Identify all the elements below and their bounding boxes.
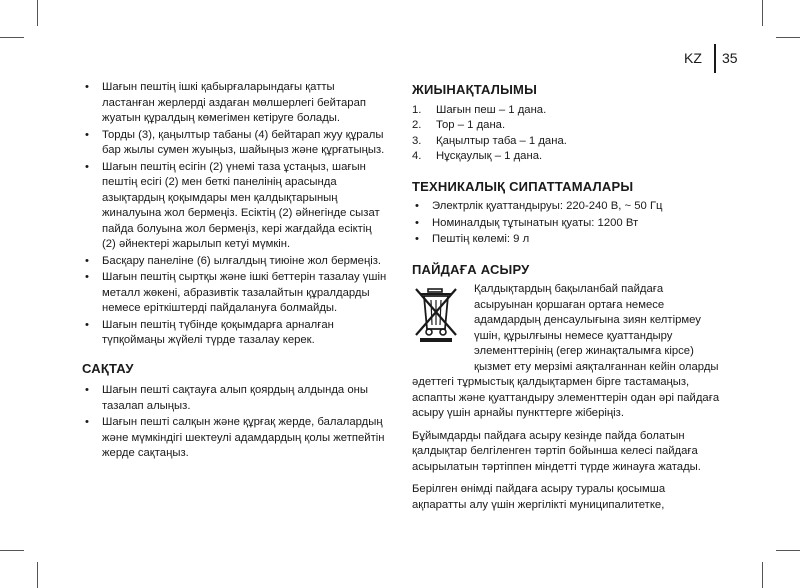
section-heading-kit: ЖИЫНАҚТАЛЫМЫ (412, 82, 538, 97)
list-item (412, 149, 722, 165)
item-text: Тор – 1 дана. (436, 119, 506, 131)
care-list (82, 80, 388, 349)
list-item: • Шағын пешті сақтауға алып қоярдың алдында оны тазалап алыңыз. (82, 383, 388, 414)
list-item: • Пештің көлемі: 9 л (412, 232, 722, 248)
list-item: • Торды (3), қаңылтыр табаны (4) бейтарап жуу құралы бар жылы сумен жуыңыз, шайыңыз және құрғатыңыз. (82, 128, 388, 159)
section-heading-specs: ТЕХНИКАЛЫҚ СИПАТТАМАЛАРЫ (412, 178, 634, 194)
list-item: • Басқару панеліне (6) ылғалдың тиюіне жол бермеңіз. (82, 254, 388, 270)
item-text: Қаңылтыр таба – 1 дана. (436, 134, 567, 147)
left-column (82, 80, 388, 463)
crop-mark (762, 562, 763, 588)
list-item: • Шағын пештің түбінде қоқымдарға арналған түпқоймаңы жүйелі түрде тазалау керек. (82, 318, 388, 349)
disposal-text-indented: Қалдықтардың бақыланбай пайдаға асыруынан қоршаған ортаға немесе адамдардың денсаулығына зиян келтірмеу үшін, құрылғыны немесе қуаттандыру элементтерінің (егер жинақталымға кірсе) қызмет ету мерзімі аяқталғаннан кейін оларды (474, 283, 719, 373)
disposal-paragraph: Бұйымдарды пайдаға асыру кезінде пайда болатын қалдықтар белгіленген тәртіп бойынша келесі пайдаға асырылатын тәртіппен міндетті түрде жинауға жатады. (412, 429, 701, 473)
crop-mark (37, 0, 38, 26)
list-item: • Шағын пештің сыртқы және ішкі беттерін тазалау үшін металл жөкені, абразивтік тазалайтын құралдарды немесе еріткіштерді пайдалануға болмайды. (82, 270, 388, 317)
list-item (412, 103, 722, 119)
crop-mark (0, 37, 24, 38)
crop-mark (0, 550, 24, 551)
disposal-block (412, 282, 722, 422)
crop-mark (776, 550, 800, 551)
crop-mark (37, 562, 38, 588)
list-item: • Шағын пешті салқын және құрғақ жерде, балалардың және мүмкіндігі шектеулі адамдардың қолы жетпейтін жерде сақтаңыз. (82, 415, 388, 462)
list-item: • Электрлік қуаттандыруы: 220-240 В, ~ 50 Гц (412, 199, 722, 215)
disposal-text: әдеттегі тұрмыстық қалдықтармен бірге тастамаңыз, аспапты және қуаттандыру элементтерін одан әрі пайдаға асыру үшін арнайы пункттерге жіберіңіз. (412, 376, 720, 419)
page-number: 35 (722, 50, 738, 66)
crossed-out-bin-icon (412, 285, 460, 343)
language-code: KZ (684, 50, 702, 66)
list-item (412, 134, 722, 150)
storage-list (82, 383, 388, 462)
item-number: 2. (412, 119, 422, 131)
item-number: 4. (412, 150, 422, 162)
crop-mark (762, 0, 763, 26)
item-text: Шағын пеш – 1 дана. (436, 103, 547, 116)
list-item: • Шағын пештің ішкі қабырғаларындағы қатты ластанған жерлерді аздаған мөлшерлегі бейтарап жуатын құралдың көмегімен кетіруге болады. (82, 80, 388, 127)
right-column (412, 80, 722, 513)
header-divider (714, 44, 716, 73)
list-item (412, 118, 722, 134)
disposal-paragraph: Берілген өнімді пайдаға асыру туралы қосымша ақпаратты алу үшін жергілікті муниципалитетке, (412, 483, 666, 511)
list-item: • Номиналдық тұтынатын қуаты: 1200 Вт (412, 216, 722, 232)
item-number: 3. (412, 134, 422, 147)
item-text: Нұсқаулық – 1 дана. (436, 150, 543, 162)
item-number: 1. (412, 103, 422, 116)
kit-list (412, 103, 722, 165)
specs-list (412, 199, 722, 248)
list-item: • Шағын пештің есігін (2) үнемі таза ұстаңыз, шағын пештің есігі (2) мен беткі панелінің арасында азықтардың қоқымдары мен қалдықтарының жиналуына жол бермеңіз. Есіктің (2) әйнегінде сызат пайда болуына жол бермеңіз, кері жағдайда есіктің (2) әйнектері жарылып кетуі мүмкін. (82, 160, 388, 253)
section-heading-storage: САҚТАУ (82, 360, 134, 376)
section-heading-disposal: ПАЙДАҒА АСЫРУ (412, 261, 530, 277)
crop-mark (776, 37, 800, 38)
